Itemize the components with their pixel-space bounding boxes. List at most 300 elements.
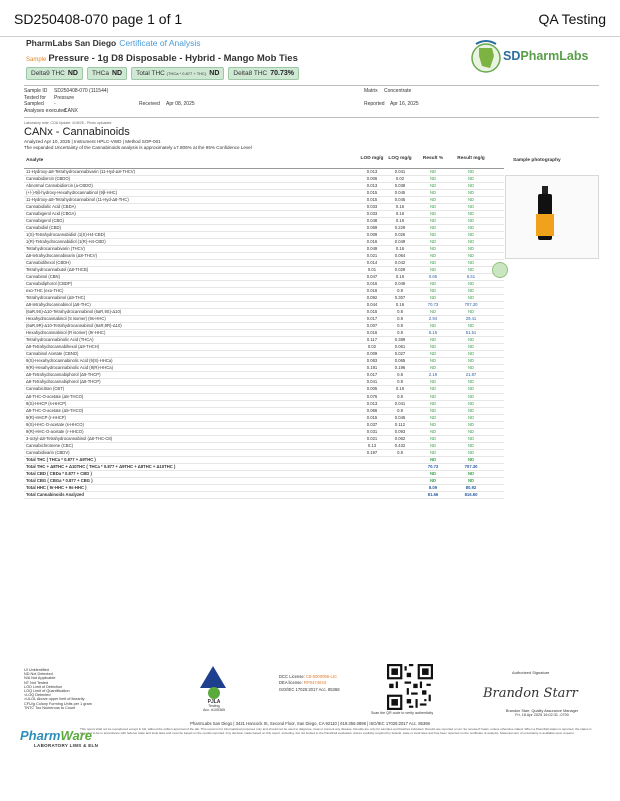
result-mg: 707.30 xyxy=(464,463,478,469)
result-pct: ND xyxy=(429,197,437,203)
loq-value: 0.16 xyxy=(395,386,405,392)
lod-value: 0.016 xyxy=(366,288,378,294)
state-badge-icon xyxy=(470,38,502,76)
analyte-name: Tetrahydrocannabinolic Acid (THCA) xyxy=(26,337,94,343)
analyte-name: Δ9-Tetrahydrocannabihexol (Δ9-THCH) xyxy=(26,344,100,350)
result-mg: 6.51 xyxy=(466,274,476,280)
footer-legal: This report shall not be reproduced except in full, without the written approval of the lab. This report is for informational purposes only and should not be used to diagnose, treat or prevent any disease. Results are only for samples and batches indicated. Results are reported on an "as received" basis, unless otherwise stated. When a Pass/Fail status is reported, the status is intended to be in accordance with federal, state and local laws and must be based on the results reported. Any decision made based on this report, including, but not limited to the Pass/Fail evaluation unless explicitly required by federal, state or local laws and has been reported on the certificate of analysis. Measurement of uncertainty is available upon request. xyxy=(80,727,592,735)
table-row xyxy=(24,232,504,239)
result-pct: ND xyxy=(429,386,437,392)
result-mg: ND xyxy=(467,246,475,252)
analyte-name: 1(S)-Tetrahydrocannabidiol (1(S)-H4-CBD) xyxy=(26,232,106,238)
result-pct: ND xyxy=(429,218,437,224)
license-label: DEA license: xyxy=(279,680,303,686)
sample-tag: Sample xyxy=(26,57,47,63)
pjla-name: PJLA xyxy=(207,699,221,705)
lod-value: 0.009 xyxy=(366,232,378,238)
lod-value: 0.013 xyxy=(366,169,378,174)
meta-label: Tested for xyxy=(24,94,46,101)
loq-value: 0.16 xyxy=(395,218,405,224)
result-mg: ND xyxy=(467,281,475,287)
table-row xyxy=(24,169,504,176)
pill-total-thc xyxy=(131,67,224,80)
loq-value: 0.061 xyxy=(394,344,406,350)
loq-value: 0.026 xyxy=(394,232,406,238)
result-pct: ND xyxy=(429,239,437,245)
pjla-logo-icon xyxy=(200,666,226,688)
table-row xyxy=(24,211,504,218)
table-row xyxy=(24,225,504,232)
analyte-name: Total THC + Δ8THC + Δ10THC ( THCa * 0.877 + Δ9THC + Δ8THC + Δ10THC ) xyxy=(26,463,176,469)
table-row xyxy=(24,204,504,211)
table-row xyxy=(24,239,504,246)
analyte-name: Cannabidiol (CBD) xyxy=(26,225,61,231)
table-row xyxy=(24,422,504,429)
result-mg: ND xyxy=(467,344,475,350)
result-mg: ND xyxy=(467,295,475,301)
sdpharmlabs-logo xyxy=(470,38,600,76)
result-mg: 51.51 xyxy=(465,330,477,336)
lod-value: 0.016 xyxy=(366,330,378,336)
legend-item: ND Not Detected xyxy=(24,672,53,677)
result-pct: 5.15 xyxy=(428,330,438,336)
pill-label: THCa xyxy=(91,70,109,77)
meta-label: Sample ID xyxy=(24,88,48,94)
signatory xyxy=(490,709,594,718)
lod-value: 0.033 xyxy=(366,204,378,210)
pharmware-sub: LABORATORY LIMS & ELN xyxy=(34,743,99,748)
table-row xyxy=(24,408,504,415)
result-mg: ND xyxy=(467,288,475,294)
lab-note: Laboratory note: COA Update: 4/18/25 - Photo uploaded xyxy=(24,121,112,125)
result-pct: ND xyxy=(429,337,437,343)
table-row xyxy=(24,401,504,408)
dea-license: RP0474043 xyxy=(303,680,327,686)
result-mg: ND xyxy=(467,365,475,371)
loq-value: 0.8 xyxy=(397,379,403,385)
loq-value: 0.16 xyxy=(395,302,405,308)
total-row xyxy=(24,471,504,478)
table-row xyxy=(24,379,504,386)
lod-value: 0.006 xyxy=(366,176,378,182)
lod-value: 0.049 xyxy=(366,246,378,252)
legend-item: <LOQ Detected xyxy=(24,693,51,698)
header-result-mg: Result mg/g xyxy=(457,156,485,161)
logo-text xyxy=(503,49,588,63)
analyte-name: Δ8-THC-O-acetate (Δ8-THCO) xyxy=(26,393,84,399)
table-row xyxy=(24,443,504,450)
result-mg: ND xyxy=(467,393,475,399)
header-lod: LOD mg/g xyxy=(360,156,384,161)
result-mg: ND xyxy=(467,218,475,224)
result-pct: ND xyxy=(429,211,437,217)
legend-item: CFU/g Colony Forming Units per 1 gram xyxy=(24,701,92,706)
divider xyxy=(24,117,599,118)
loq-value: 0.049 xyxy=(394,239,406,245)
analyte-name: Total Cannabinoids Analyzed xyxy=(26,491,84,497)
result-mg: ND xyxy=(467,309,475,315)
table-row xyxy=(24,330,504,337)
loq-value: 0.065 xyxy=(394,358,406,364)
table-row xyxy=(24,281,504,288)
table-row xyxy=(24,351,504,358)
document-id: SD250408-070 page 1 of 1 xyxy=(14,11,183,27)
legend-item: LOQ Limit of Quantification xyxy=(24,689,70,694)
lod-value: 0.009 xyxy=(366,351,378,357)
loq-value: 0.8 xyxy=(397,288,403,294)
loq-value: 0.229 xyxy=(394,225,406,231)
loq-value: 0.8 xyxy=(397,393,403,399)
loq-value: 0.307 xyxy=(394,295,406,301)
loq-value: 0.16 xyxy=(395,274,405,280)
loq-value: 0.16 xyxy=(395,211,405,217)
loq-value: 0.16 xyxy=(395,246,405,252)
meta-label: Reported xyxy=(364,101,385,107)
result-pct: ND xyxy=(429,295,437,301)
loq-value: 0.062 xyxy=(394,435,406,441)
loq-value: 0.093 xyxy=(394,428,406,434)
lab-seal-icon xyxy=(492,262,508,278)
sample-id: SD250408-070 (111544) xyxy=(54,88,109,94)
analyte-name: (+/-)-9β-hydroxy-Hexahydrocannabinol (9β-HHC) xyxy=(26,190,118,196)
result-pct: ND xyxy=(429,281,437,287)
lod-value: 0.041 xyxy=(366,379,378,385)
summary-pills xyxy=(26,67,299,80)
section-title: CANx - Cannabinoids xyxy=(24,126,130,138)
table-row xyxy=(24,295,504,302)
device-label xyxy=(536,214,554,236)
loq-value: 0.045 xyxy=(394,414,406,420)
loq-value: 0.112 xyxy=(394,421,406,427)
analyte-name: Δ9-THC-O-acetate (Δ9-THCO) xyxy=(26,407,84,413)
analyte-name: Tetrahydrocannabutol (Δ8-THCB) xyxy=(26,267,89,273)
table-row xyxy=(24,358,504,365)
result-pct: ND xyxy=(429,435,437,441)
result-pct: ND xyxy=(429,351,437,357)
lod-value: 0.005 xyxy=(366,386,378,392)
analyte-name: Abnormal Cannabidiorcin (a-CBDO) xyxy=(26,183,93,189)
result-pct: ND xyxy=(429,393,437,399)
lod-value: 0.015 xyxy=(366,309,378,315)
result-mg: ND xyxy=(467,435,475,441)
result-mg: ND xyxy=(467,421,475,427)
pharmware-b: Ware xyxy=(60,728,93,743)
analyte-name: Cannabigerol Acid (CBGA) xyxy=(26,211,76,217)
analyte-name: Cannabidiphorol (CBDP) xyxy=(26,281,73,287)
result-mg: ND xyxy=(467,358,475,364)
sampled-value: - xyxy=(54,101,56,107)
loq-value: 0.041 xyxy=(394,169,406,174)
analyte-name: (6aR,9S)-Δ10-Tetrahydrocannabinol (6aR,9S)-Δ10) xyxy=(26,309,122,315)
analyte-name: Cannabicitran (CBT) xyxy=(26,386,65,392)
table-row xyxy=(24,450,504,457)
result-mg: ND xyxy=(467,323,475,329)
pill-value: 70.73% xyxy=(270,70,294,77)
analyte-name: Cannabidivarin (CBDV) xyxy=(26,449,70,455)
pjla-sub: Testing xyxy=(208,704,220,708)
result-mg: 707.30 xyxy=(464,302,478,308)
table-row xyxy=(24,253,504,260)
table-row xyxy=(24,429,504,436)
result-pct: ND xyxy=(429,407,437,413)
lod-value: 0.016 xyxy=(366,239,378,245)
analyte-name: Hexahydrocannabinol (R isomer) (9r-HHC) xyxy=(26,330,106,336)
analyte-name: Cannabichromene (CBC) xyxy=(26,442,74,448)
table-row xyxy=(24,344,504,351)
loq-value: 0.045 xyxy=(394,190,406,196)
analyte-name: Cannabidihexol (CBDH) xyxy=(26,260,71,266)
legend-item: TNTC Too Numerous to Count xyxy=(24,705,76,710)
lod-value: 0.007 xyxy=(366,323,378,329)
analyte-name: Total CBD ( CBDa * 0.877 + CBD ) xyxy=(26,470,92,476)
loq-value: 0.16 xyxy=(395,204,405,210)
table-header xyxy=(24,154,504,169)
result-mg: ND xyxy=(467,337,475,343)
analyte-name: 11-Hydroxy-Δ8-Tetrahydrocannabivarin (11-Hyd-Δ8-THCV) xyxy=(26,169,135,174)
signature-label: Authorized Signature xyxy=(512,670,550,675)
result-pct: ND xyxy=(429,190,437,196)
footer-address: PharmLabs San Diego | 3421 Hancock St, Second Floor, San Diego, CA 92110 | 619.356.0898 | ISO/IEC 17025:2017 Acc. 85368 xyxy=(190,721,430,726)
result-pct: ND xyxy=(429,267,437,273)
result-mg: ND xyxy=(467,379,475,385)
result-pct: ND xyxy=(429,470,437,476)
result-mg: ND xyxy=(467,477,475,483)
table-row xyxy=(24,246,504,253)
result-pct: ND xyxy=(429,323,437,329)
table-row xyxy=(24,394,504,401)
result-pct: ND xyxy=(429,260,437,266)
legend-item: N/A Not Applicable xyxy=(24,676,56,681)
loq-value: 0.045 xyxy=(394,197,406,203)
lod-value: 0.13 xyxy=(367,442,377,448)
loq-value: 0.389 xyxy=(394,337,406,343)
lod-value: 0.01 xyxy=(367,267,377,273)
result-pct: ND xyxy=(429,204,437,210)
result-mg: ND xyxy=(467,239,475,245)
analyte-name: Hexahydrocannabinol (S isomer) (9s-HHC) xyxy=(26,316,106,322)
lod-value: 0.02 xyxy=(367,344,377,350)
result-pct: ND xyxy=(429,169,437,174)
pill-sub: (THCa * 0.877 + THC) xyxy=(166,71,207,76)
result-mg: ND xyxy=(467,211,475,217)
result-mg: ND xyxy=(467,442,475,448)
loq-value: 0.042 xyxy=(394,260,406,266)
lod-value: 0.015 xyxy=(366,197,378,203)
result-pct: ND xyxy=(429,477,437,483)
result-pct: ND xyxy=(429,225,437,231)
result-mg: ND xyxy=(467,449,475,455)
qr-code-icon[interactable] xyxy=(387,664,433,710)
analyte-name: 9(S)-HHCP (s-HHCP) xyxy=(26,400,67,406)
lod-value: 0.013 xyxy=(366,183,378,189)
total-row xyxy=(24,457,504,464)
result-pct: ND xyxy=(429,442,437,448)
signature: Brandon Starr xyxy=(483,686,578,701)
result-pct: 70.73 xyxy=(427,463,439,469)
lod-value: 0.017 xyxy=(366,316,378,322)
table-row xyxy=(24,436,504,443)
signature-date: Fri, 18 Apr 2025 16:02:31 -0700 xyxy=(515,713,569,718)
result-mg: ND xyxy=(467,351,475,357)
result-mg: ND xyxy=(467,232,475,238)
header-result-pct: Result % xyxy=(422,156,444,161)
loq-value: 0.041 xyxy=(394,400,406,406)
analyte-name: Total HHC ( 9r-HHC + 9s-HHC ) xyxy=(26,484,87,490)
result-mg: ND xyxy=(467,225,475,231)
analyte-name: 9(S)-HHC-O-acetate (s-HHCO) xyxy=(26,421,84,427)
loq-value: 0.029 xyxy=(394,267,406,273)
loq-value: 0.038 xyxy=(394,183,406,189)
analysis-info: Analyzed Apr 10, 2025 | Instrument HPLC-VWD | Method SOP-001 xyxy=(24,139,161,144)
result-mg: ND xyxy=(467,400,475,406)
table-row xyxy=(24,274,504,281)
loq-value: 0.8 xyxy=(397,323,403,329)
loq-value: 0.8 xyxy=(397,330,403,336)
loq-value: 0.8 xyxy=(397,372,403,378)
analyte-name: Total THC ( THCa * 0.877 + Δ9THC ) xyxy=(26,456,96,462)
loq-value: 0.02 xyxy=(395,176,405,182)
header-loq: LOQ mg/g xyxy=(388,156,412,161)
matrix-value: Concentrate xyxy=(384,88,412,94)
result-mg: ND xyxy=(467,253,475,259)
analyte-name: Tetrahydrocannabinol (Δ9-THC) xyxy=(26,295,86,301)
result-pct: ND xyxy=(429,288,437,294)
table-row xyxy=(24,218,504,225)
photo-header: Sample photography xyxy=(513,158,561,163)
result-pct: ND xyxy=(429,428,437,434)
divider xyxy=(24,85,599,86)
result-pct: ND xyxy=(429,176,437,182)
analyte-name: exo-THC (exo-THC) xyxy=(26,288,64,294)
table-row xyxy=(24,337,504,344)
sample-title-line xyxy=(26,53,298,64)
pill-label: Total THC xyxy=(136,70,165,77)
result-mg: ND xyxy=(467,169,475,174)
result-pct: ND xyxy=(429,183,437,189)
result-pct: ND xyxy=(429,456,437,462)
pill-value: ND xyxy=(111,70,123,77)
result-mg: ND xyxy=(467,197,475,203)
pill-label: Delta8 THC xyxy=(233,70,268,77)
lod-value: 0.033 xyxy=(366,211,378,217)
loq-value: 0.8 xyxy=(397,316,403,322)
result-pct: ND xyxy=(429,246,437,252)
analyte-name: Δ8-tetrahydrocannabivarin (Δ8-THCV) xyxy=(26,253,97,259)
result-pct: 2.19 xyxy=(428,372,438,378)
lod-value: 0.015 xyxy=(366,414,378,420)
document-type: QA Testing xyxy=(538,11,606,27)
result-pct: ND xyxy=(429,414,437,420)
table-row xyxy=(24,323,504,330)
result-mg: ND xyxy=(467,204,475,210)
loq-value: 0.432 xyxy=(394,442,406,448)
legend-item: >ULOL Above upper limit of linearity xyxy=(24,697,85,702)
table-row xyxy=(24,197,504,204)
result-pct: ND xyxy=(429,400,437,406)
total-row xyxy=(24,492,504,499)
loq-value: 0.8 xyxy=(397,407,403,413)
lod-value: 0.021 xyxy=(366,253,378,259)
table-body xyxy=(24,169,504,499)
pill-label: Delta9 THC xyxy=(31,70,65,77)
tested-for-value: Pressure xyxy=(54,94,75,101)
lod-value: 0.063 xyxy=(366,358,378,364)
license-label: DCC License: xyxy=(279,674,305,679)
result-pct: ND xyxy=(429,344,437,350)
lod-value: 0.017 xyxy=(366,372,378,378)
analyte-name: Cannabigerol (CBG) xyxy=(26,218,64,224)
loq-value: 0.064 xyxy=(394,253,406,259)
lod-value: 0.014 xyxy=(366,260,378,266)
analyte-name: (6aR,9R)-Δ10-Tetrahydrocannabinol (6aR,9R)-Δ10) xyxy=(26,323,122,329)
result-mg: 21.87 xyxy=(465,372,477,378)
analyte-name: Δ8-Tetrahydrocannabiphorol (Δ8-THCP) xyxy=(26,379,101,385)
lod-value: 0.047 xyxy=(366,274,378,280)
result-mg: 29.41 xyxy=(465,316,477,322)
loq-value: 0.8 xyxy=(397,309,403,315)
analyte-name: 9(R)-HHCP (r-HHCP) xyxy=(26,414,66,420)
lod-value: 0.069 xyxy=(366,225,378,231)
analyte-name: 9(R)-HHC-O-acetate (r-HHCO) xyxy=(26,428,84,434)
meta-label: Analyses executed xyxy=(24,107,66,114)
result-mg: ND xyxy=(467,407,475,413)
analyte-name: Cannabidiolic Acid (CBDA) xyxy=(26,204,76,210)
result-pct: ND xyxy=(429,358,437,364)
signatory-name: Brandon Starr, Quality Assurance Manager xyxy=(505,709,579,713)
pjla-acc: Acc. #105365 xyxy=(203,708,225,712)
analyses-value: CANX xyxy=(64,107,78,114)
result-mg: ND xyxy=(467,456,475,462)
legend-item: LOD Limit of Detection xyxy=(24,684,63,689)
lod-value: 0.117 xyxy=(366,337,378,343)
meta-label: Matrix xyxy=(364,88,378,94)
table-row xyxy=(24,176,504,183)
lod-value: 0.016 xyxy=(366,281,378,287)
analyte-name: 9(S)-Hexahydrocannabinolic Acid (9(S)-HHCa) xyxy=(26,358,113,364)
lod-value: 0.015 xyxy=(366,190,378,196)
result-mg: 816.60 xyxy=(464,491,478,497)
total-row xyxy=(24,464,504,471)
result-mg: 80.92 xyxy=(465,484,477,490)
loq-value: 0.196 xyxy=(394,365,406,371)
table-row xyxy=(24,267,504,274)
result-pct: ND xyxy=(429,421,437,427)
result-pct: 2.94 xyxy=(428,316,438,322)
table-row xyxy=(24,316,504,323)
table-row xyxy=(24,372,504,379)
table-row xyxy=(24,309,504,316)
qr-note: Scan the QR code to verify authenticity xyxy=(371,711,434,715)
result-pct: 81.66 xyxy=(427,491,439,497)
result-pct: ND xyxy=(429,365,437,371)
table-row xyxy=(24,415,504,422)
total-row xyxy=(24,478,504,485)
analyte-name: Cannabinol (CBN) xyxy=(26,274,60,280)
loq-value: 0.027 xyxy=(394,351,406,357)
lod-value: 0.031 xyxy=(366,428,378,434)
licenses xyxy=(279,674,340,693)
lod-value: 0.013 xyxy=(366,400,378,406)
lod-value: 0.197 xyxy=(366,449,378,455)
top-bar xyxy=(0,0,620,37)
loq-value: 0.049 xyxy=(394,281,406,287)
result-pct: 0.65 xyxy=(428,274,438,280)
reported-value: Apr 16, 2025 xyxy=(390,101,419,107)
analyte-name: 3-octyl-Δ8-Tetrahydrocannabinol (Δ8-THC-C8) xyxy=(26,435,113,441)
result-pct: ND xyxy=(429,253,437,259)
table-row xyxy=(24,288,504,295)
lod-value: 0.021 xyxy=(366,435,378,441)
